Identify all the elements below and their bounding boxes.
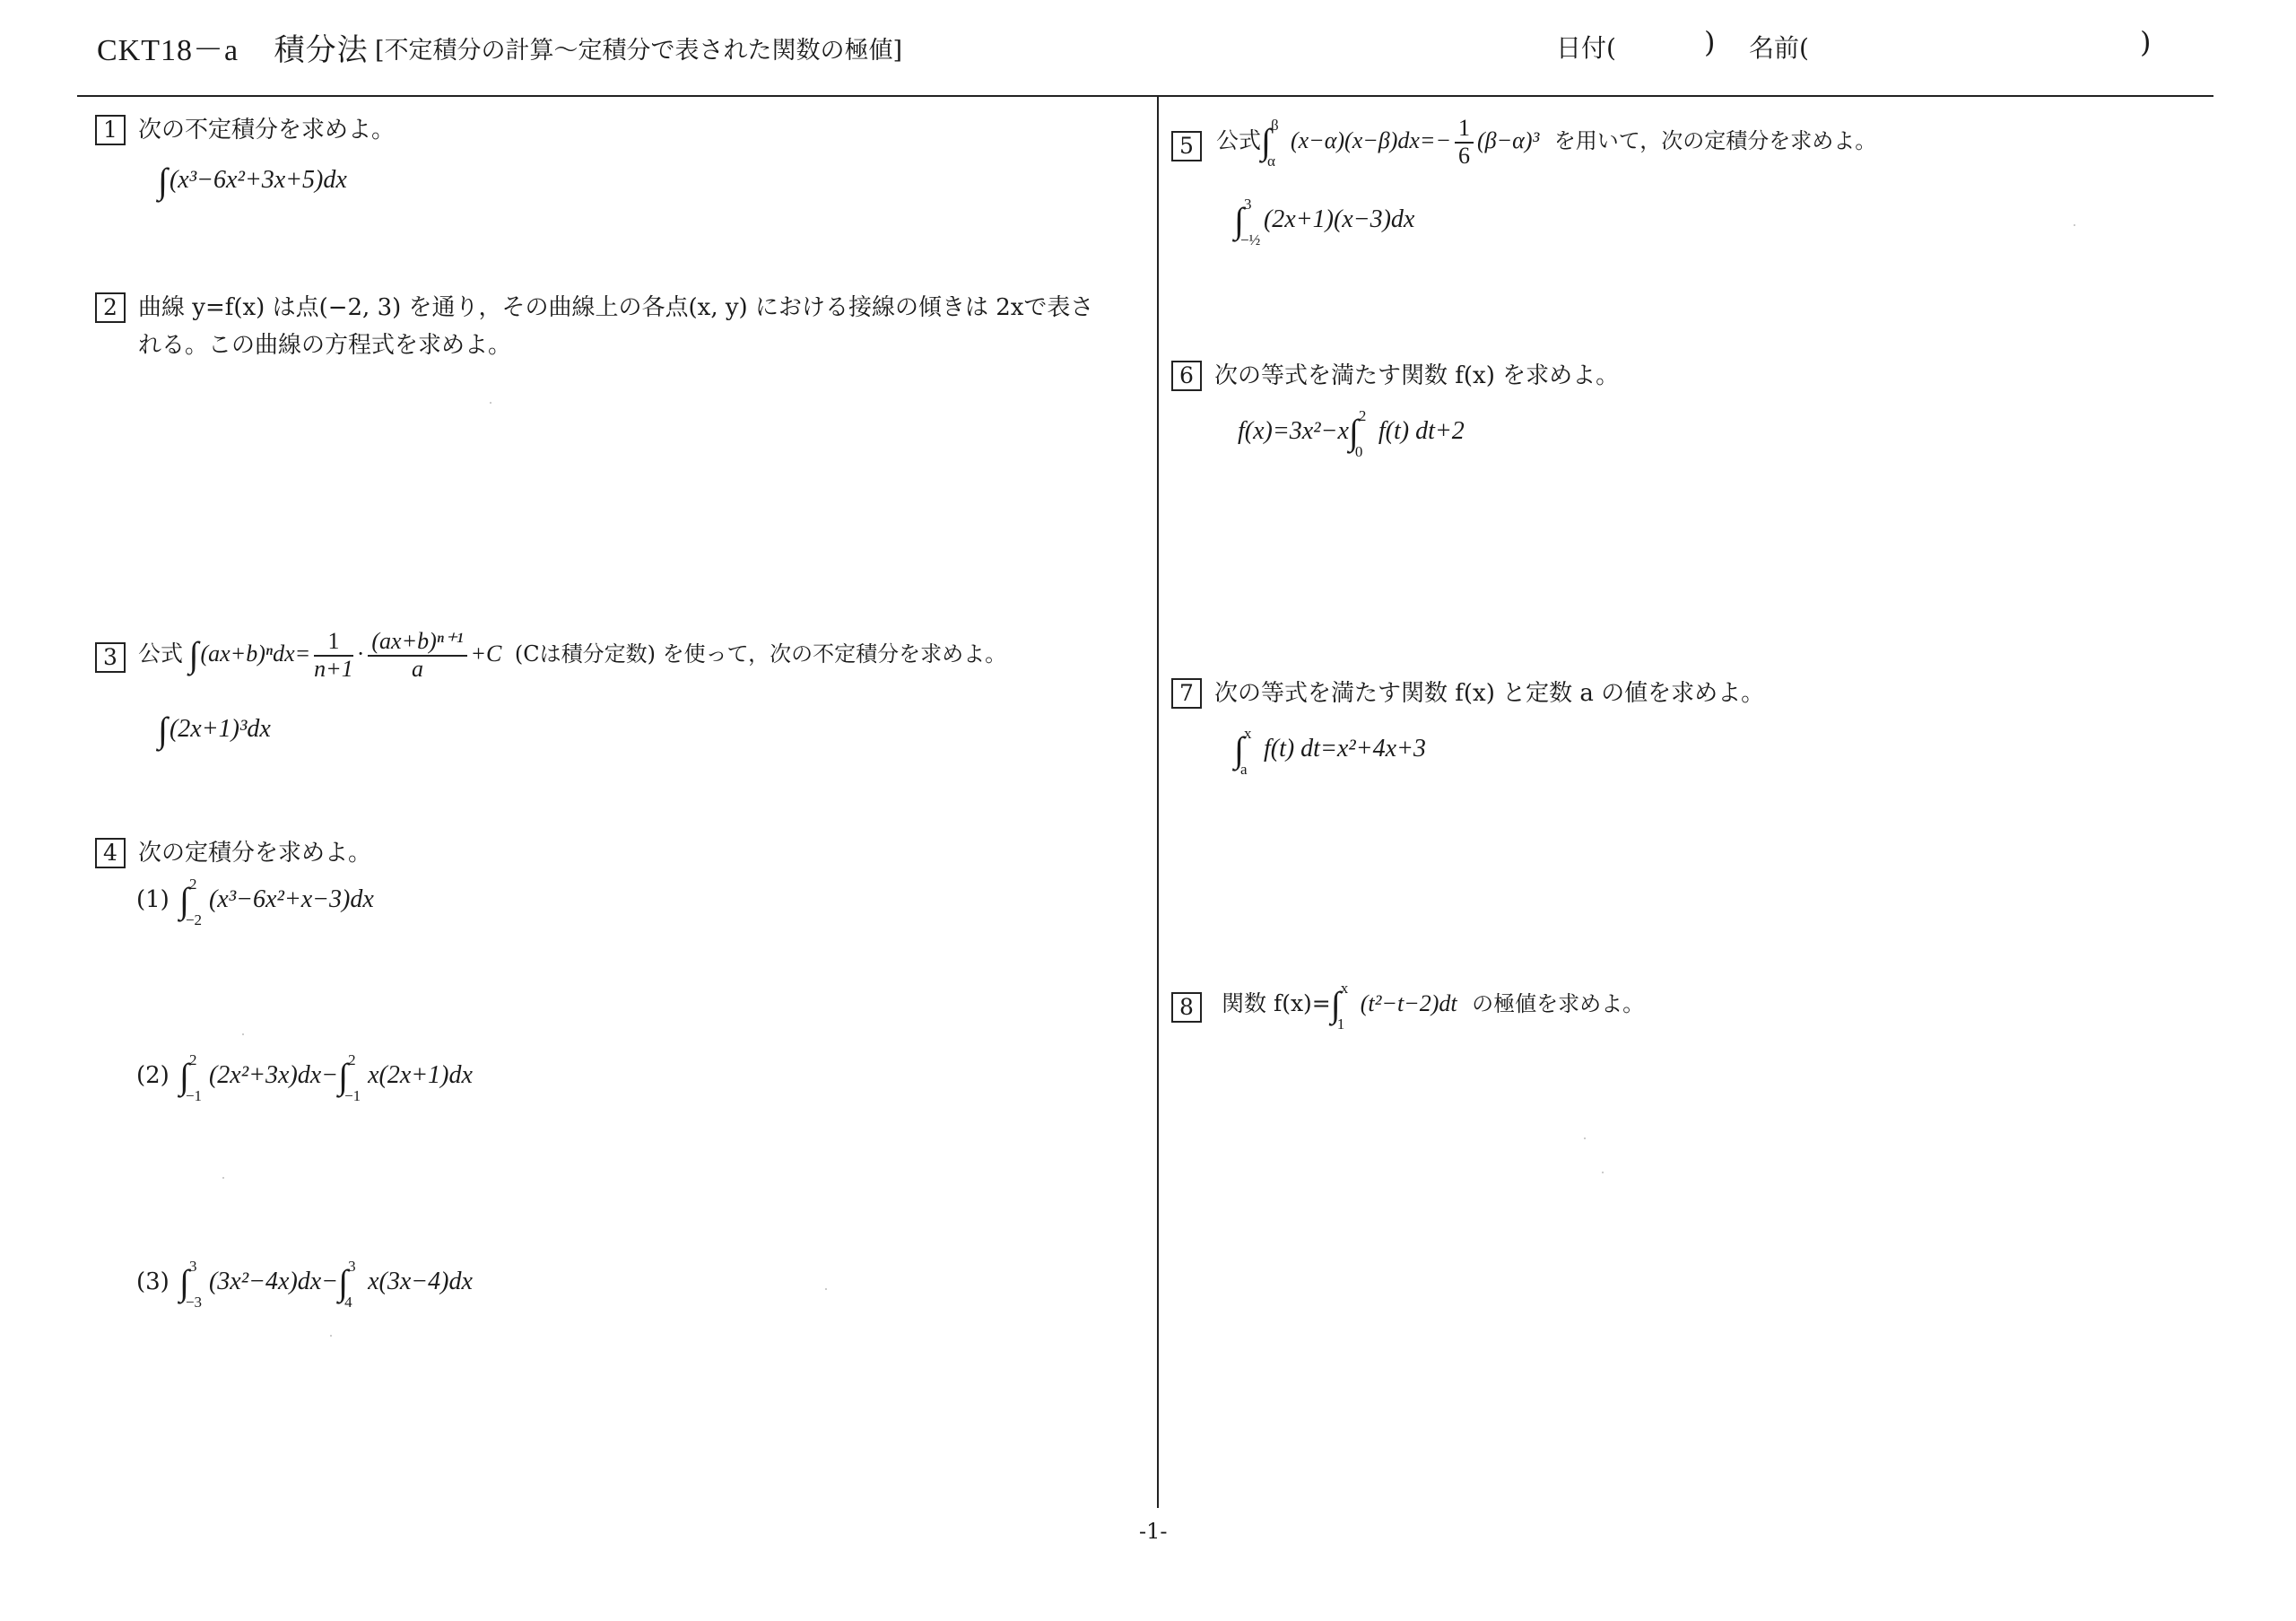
integral-limits [1336, 980, 1359, 1033]
problem-5-lead: 公式 [1216, 127, 1262, 153]
problem-2-text-line1: 曲線 y=f(x) は点(−2, 3) を通り，その曲線上の各点(x, y) における接線の傾きは 2xで表さ [138, 293, 1094, 321]
name-field-close: ) [2140, 25, 2152, 59]
problem-6-text: 次の等式を満たす関数 f(x) を求めよ。 [1214, 362, 1620, 389]
fraction-numerator: 1 [1455, 116, 1474, 144]
problem-8-expression [1222, 978, 1645, 1033]
upper-limit: x [1243, 724, 1252, 742]
problem-4-1-integrand: (x³−6x²+x−3)dx [208, 885, 374, 913]
fraction-2-denominator: a [411, 656, 423, 683]
integral-limits [185, 875, 207, 928]
problem-3-fraction-2 [368, 629, 466, 682]
integral-limits [1239, 724, 1262, 778]
problem-6-expression [1238, 405, 1465, 460]
name-field-label: 名前( [1749, 33, 1809, 63]
problem-5-text: を用いて，次の定積分を求めよ。 [1553, 128, 1877, 153]
scan-speck [490, 402, 491, 404]
integral-sign: ∫ [158, 161, 168, 201]
problem-5-rhs: (β−α)³ [1477, 127, 1540, 153]
fraction-1-numerator: 1 [314, 629, 353, 657]
integral-limits [185, 1257, 207, 1311]
lower-limit: −1 [344, 1086, 361, 1104]
scan-speck [2074, 224, 2075, 226]
problem-4-1-label: (1) [136, 886, 170, 913]
lower-limit: −3 [185, 1293, 203, 1311]
problem-1-text: 次の不定積分を求めよ。 [138, 116, 396, 144]
integral-sign: ∫ [179, 880, 189, 920]
problem-5-number: 5 [1171, 131, 1202, 161]
integral-limits [344, 1257, 366, 1311]
integral-sign: ∫ [1330, 984, 1341, 1024]
problem-4-2-integrand-b: x(2x+1)dx [368, 1061, 473, 1089]
problem-3-number-wrap [95, 639, 138, 675]
problem-8-number: 8 [1171, 992, 1202, 1023]
problem-5-formula [1216, 115, 1876, 170]
integral-limits [1354, 406, 1377, 460]
problem-4 [95, 834, 371, 871]
integral-sign: ∫ [1348, 412, 1359, 452]
integral-sign: ∫ [179, 1262, 189, 1303]
integral-limits [1239, 195, 1262, 248]
upper-limit: 2 [1358, 406, 1367, 424]
problem-1-integrand: (x³−6x²+3x+5)dx [169, 166, 347, 194]
problem-2-line2 [138, 327, 511, 363]
scan-speck [825, 1288, 827, 1290]
problem-3-expression [158, 703, 271, 750]
problem-3-number: 3 [95, 642, 126, 673]
problem-3-tail: +C [470, 641, 502, 667]
upper-limit: 2 [188, 1050, 197, 1068]
upper-limit: 3 [188, 1257, 197, 1275]
problem-4-2-expression [179, 1050, 473, 1104]
worksheet-header [0, 0, 2296, 99]
problem-6-lhs: f(x)=3x²−x [1238, 417, 1349, 445]
lower-limit: 4 [344, 1293, 352, 1311]
integral-sign: ∫ [158, 710, 168, 750]
lower-limit: 0 [1354, 442, 1363, 460]
integral-sign: ∫ [179, 1056, 189, 1096]
problem-5-integrand: (2x+1)(x−3)dx [1263, 205, 1415, 233]
problem-1 [95, 111, 395, 148]
upper-limit: 2 [348, 1050, 356, 1068]
upper-limit: x [1340, 980, 1349, 998]
scan-speck [1602, 1172, 1604, 1173]
problem-6 [1171, 357, 1619, 394]
lower-limit: 1 [1336, 1015, 1345, 1033]
problem-5-expression [1234, 194, 1415, 248]
problem-7-text: 次の等式を満たす関数 f(x) と定数 a の値を求めよ。 [1214, 679, 1765, 707]
fraction-1-denominator: n+1 [314, 656, 353, 683]
fraction-denominator: 6 [1458, 143, 1471, 170]
page-number: -1- [1139, 1519, 1168, 1544]
integral-limits [1266, 117, 1289, 170]
integral-limits [185, 1050, 207, 1104]
problem-4-2-label: (2) [136, 1062, 170, 1089]
problem-8-lead: 関数 f(x)= [1222, 990, 1331, 1016]
problem-8-text: の極値を求めよ。 [1472, 991, 1645, 1016]
fraction-2-numerator: (ax+b)ⁿ⁺¹ [368, 629, 466, 657]
multiply-dot: · [356, 641, 365, 667]
upper-limit: 3 [348, 1257, 356, 1275]
problem-3-lead: 公式 [138, 641, 184, 667]
header-rule [77, 95, 2213, 97]
problem-7 [1171, 675, 1764, 711]
problem-1-expression [158, 154, 347, 201]
upper-limit: 2 [188, 875, 197, 893]
lower-limit: a [1239, 760, 1248, 778]
problem-4-text: 次の定積分を求めよ。 [138, 839, 372, 867]
lower-limit: α [1266, 153, 1275, 170]
lower-limit: −1 [185, 1086, 203, 1104]
upper-limit: β [1270, 117, 1279, 135]
column-divider [1157, 95, 1159, 1508]
scan-speck [1584, 1137, 1586, 1139]
problem-4-3-label: (3) [136, 1268, 170, 1295]
lower-limit: −2 [185, 911, 203, 928]
integral-sign: ∫ [1261, 121, 1271, 161]
problem-2-number: 2 [95, 292, 126, 323]
problem-5-fraction [1455, 116, 1474, 169]
problem-3-lhs: (ax+b)ⁿdx= [200, 641, 311, 667]
problem-3-formula [138, 628, 1006, 683]
problem-2 [95, 289, 1126, 326]
problem-5-lhs: (x−α)(x−β)dx=− [1290, 127, 1452, 153]
scan-speck [330, 1335, 332, 1337]
worksheet-subtitle: [不定積分の計算～定積分で表された関数の極値] [375, 37, 903, 65]
problem-8-number-wrap [1171, 989, 1214, 1024]
problem-7-number: 7 [1171, 678, 1202, 709]
problem-4-number: 4 [95, 838, 126, 868]
problem-7-integrand: f(t) dt=x²+4x+3 [1263, 735, 1426, 763]
problem-2-text-line2: れる。この曲線の方程式を求めよ。 [138, 332, 512, 359]
worksheet-title: 積分法 [274, 34, 369, 67]
problem-7-expression [1234, 723, 1426, 778]
lower-limit: −½ [1239, 231, 1261, 248]
problem-3-fraction-1 [314, 629, 353, 682]
date-field-label: 日付( [1556, 33, 1616, 63]
problem-4-3-expression [179, 1256, 473, 1311]
scan-speck [242, 1033, 244, 1035]
problem-4-1-expression [179, 874, 374, 928]
integral-sign: ∫ [1234, 200, 1244, 240]
problem-6-rhs: f(t) dt+2 [1378, 417, 1465, 445]
integral-sign: ∫ [1234, 729, 1244, 770]
problem-4-3-integrand-a: (3x²−4x)dx− [208, 1268, 339, 1295]
problem-1-number: 1 [95, 115, 126, 145]
upper-limit: 3 [1243, 195, 1252, 213]
problem-4-3-integrand-b: x(3x−4)dx [368, 1268, 473, 1295]
problem-5-number-wrap [1171, 127, 1214, 163]
date-field-close: ) [1704, 25, 1716, 59]
worksheet-code-and-title [97, 25, 369, 69]
problem-4-2-integrand-a: (2x²+3x)dx− [208, 1061, 339, 1089]
integral-sign: ∫ [338, 1262, 349, 1303]
problem-3-integrand: (2x+1)³dx [169, 715, 271, 743]
scan-speck [222, 1177, 224, 1179]
problem-3-note: (Cは積分定数) を使って，次の不定積分を求めよ。 [514, 641, 1007, 667]
worksheet-code: CKT18－a [97, 34, 239, 67]
integral-limits [344, 1050, 366, 1104]
problem-6-number: 6 [1171, 361, 1202, 391]
integral-sign: ∫ [338, 1056, 349, 1096]
integral-sign: ∫ [188, 634, 199, 675]
problem-8-integrand: (t²−t−2)dt [1360, 990, 1457, 1016]
